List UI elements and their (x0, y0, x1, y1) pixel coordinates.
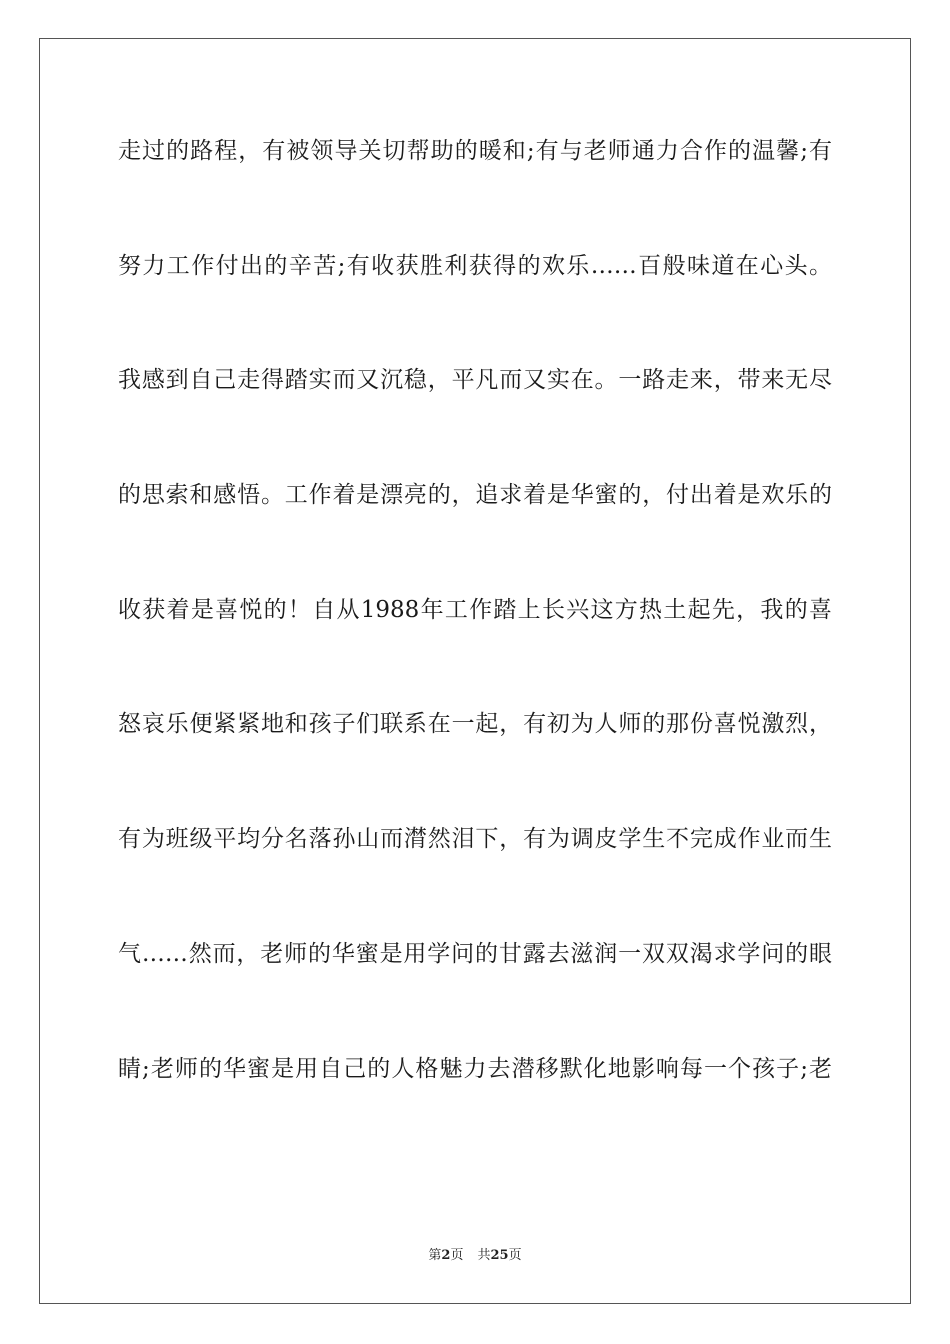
text-line: 的思索和感悟。工作着是漂亮的，追求着是华蜜的，付出着是欢乐的 (118, 482, 832, 509)
footer-page-suffix: 页 (450, 1248, 464, 1263)
footer-total-prefix: 共 (477, 1248, 491, 1263)
text-line: 气……然而，老师的华蜜是用学问的甘露去滋润一双双渴求学问的眼 (118, 940, 832, 967)
footer-page-prefix: 第 (428, 1248, 442, 1263)
text-line: 努力工作付出的辛苦;有收获胜利获得的欢乐……百般味道在心头。 (118, 252, 832, 279)
text-line: 怒哀乐便紧紧地和孩子们联系在一起，有初为人师的那份喜悦激烈， (118, 711, 832, 738)
footer-page-total: 25 (490, 1248, 509, 1263)
page-footer (0, 1247, 950, 1265)
text-line: 睛;老师的华蜜是用自己的人格魅力去潜移默化地影响每一个孩子;老 (118, 1055, 832, 1082)
text-line: 收获着是喜悦的！自从1988年工作踏上长兴这方热土起先，我的喜 (118, 596, 832, 623)
text-line: 走过的路程，有被领导关切帮助的暖和;有与老师通力合作的温馨;有 (118, 138, 832, 164)
footer-total-suffix: 页 (508, 1248, 522, 1263)
footer-page-current: 2 (441, 1248, 451, 1263)
text-line: 有为班级平均分名落孙山而潸然泪下，有为调皮学生不完成作业而生 (118, 826, 832, 853)
document-body (118, 128, 832, 1160)
text-line: 我感到自己走得踏实而又沉稳，平凡而又实在。一路走来，带来无尽 (118, 367, 832, 394)
